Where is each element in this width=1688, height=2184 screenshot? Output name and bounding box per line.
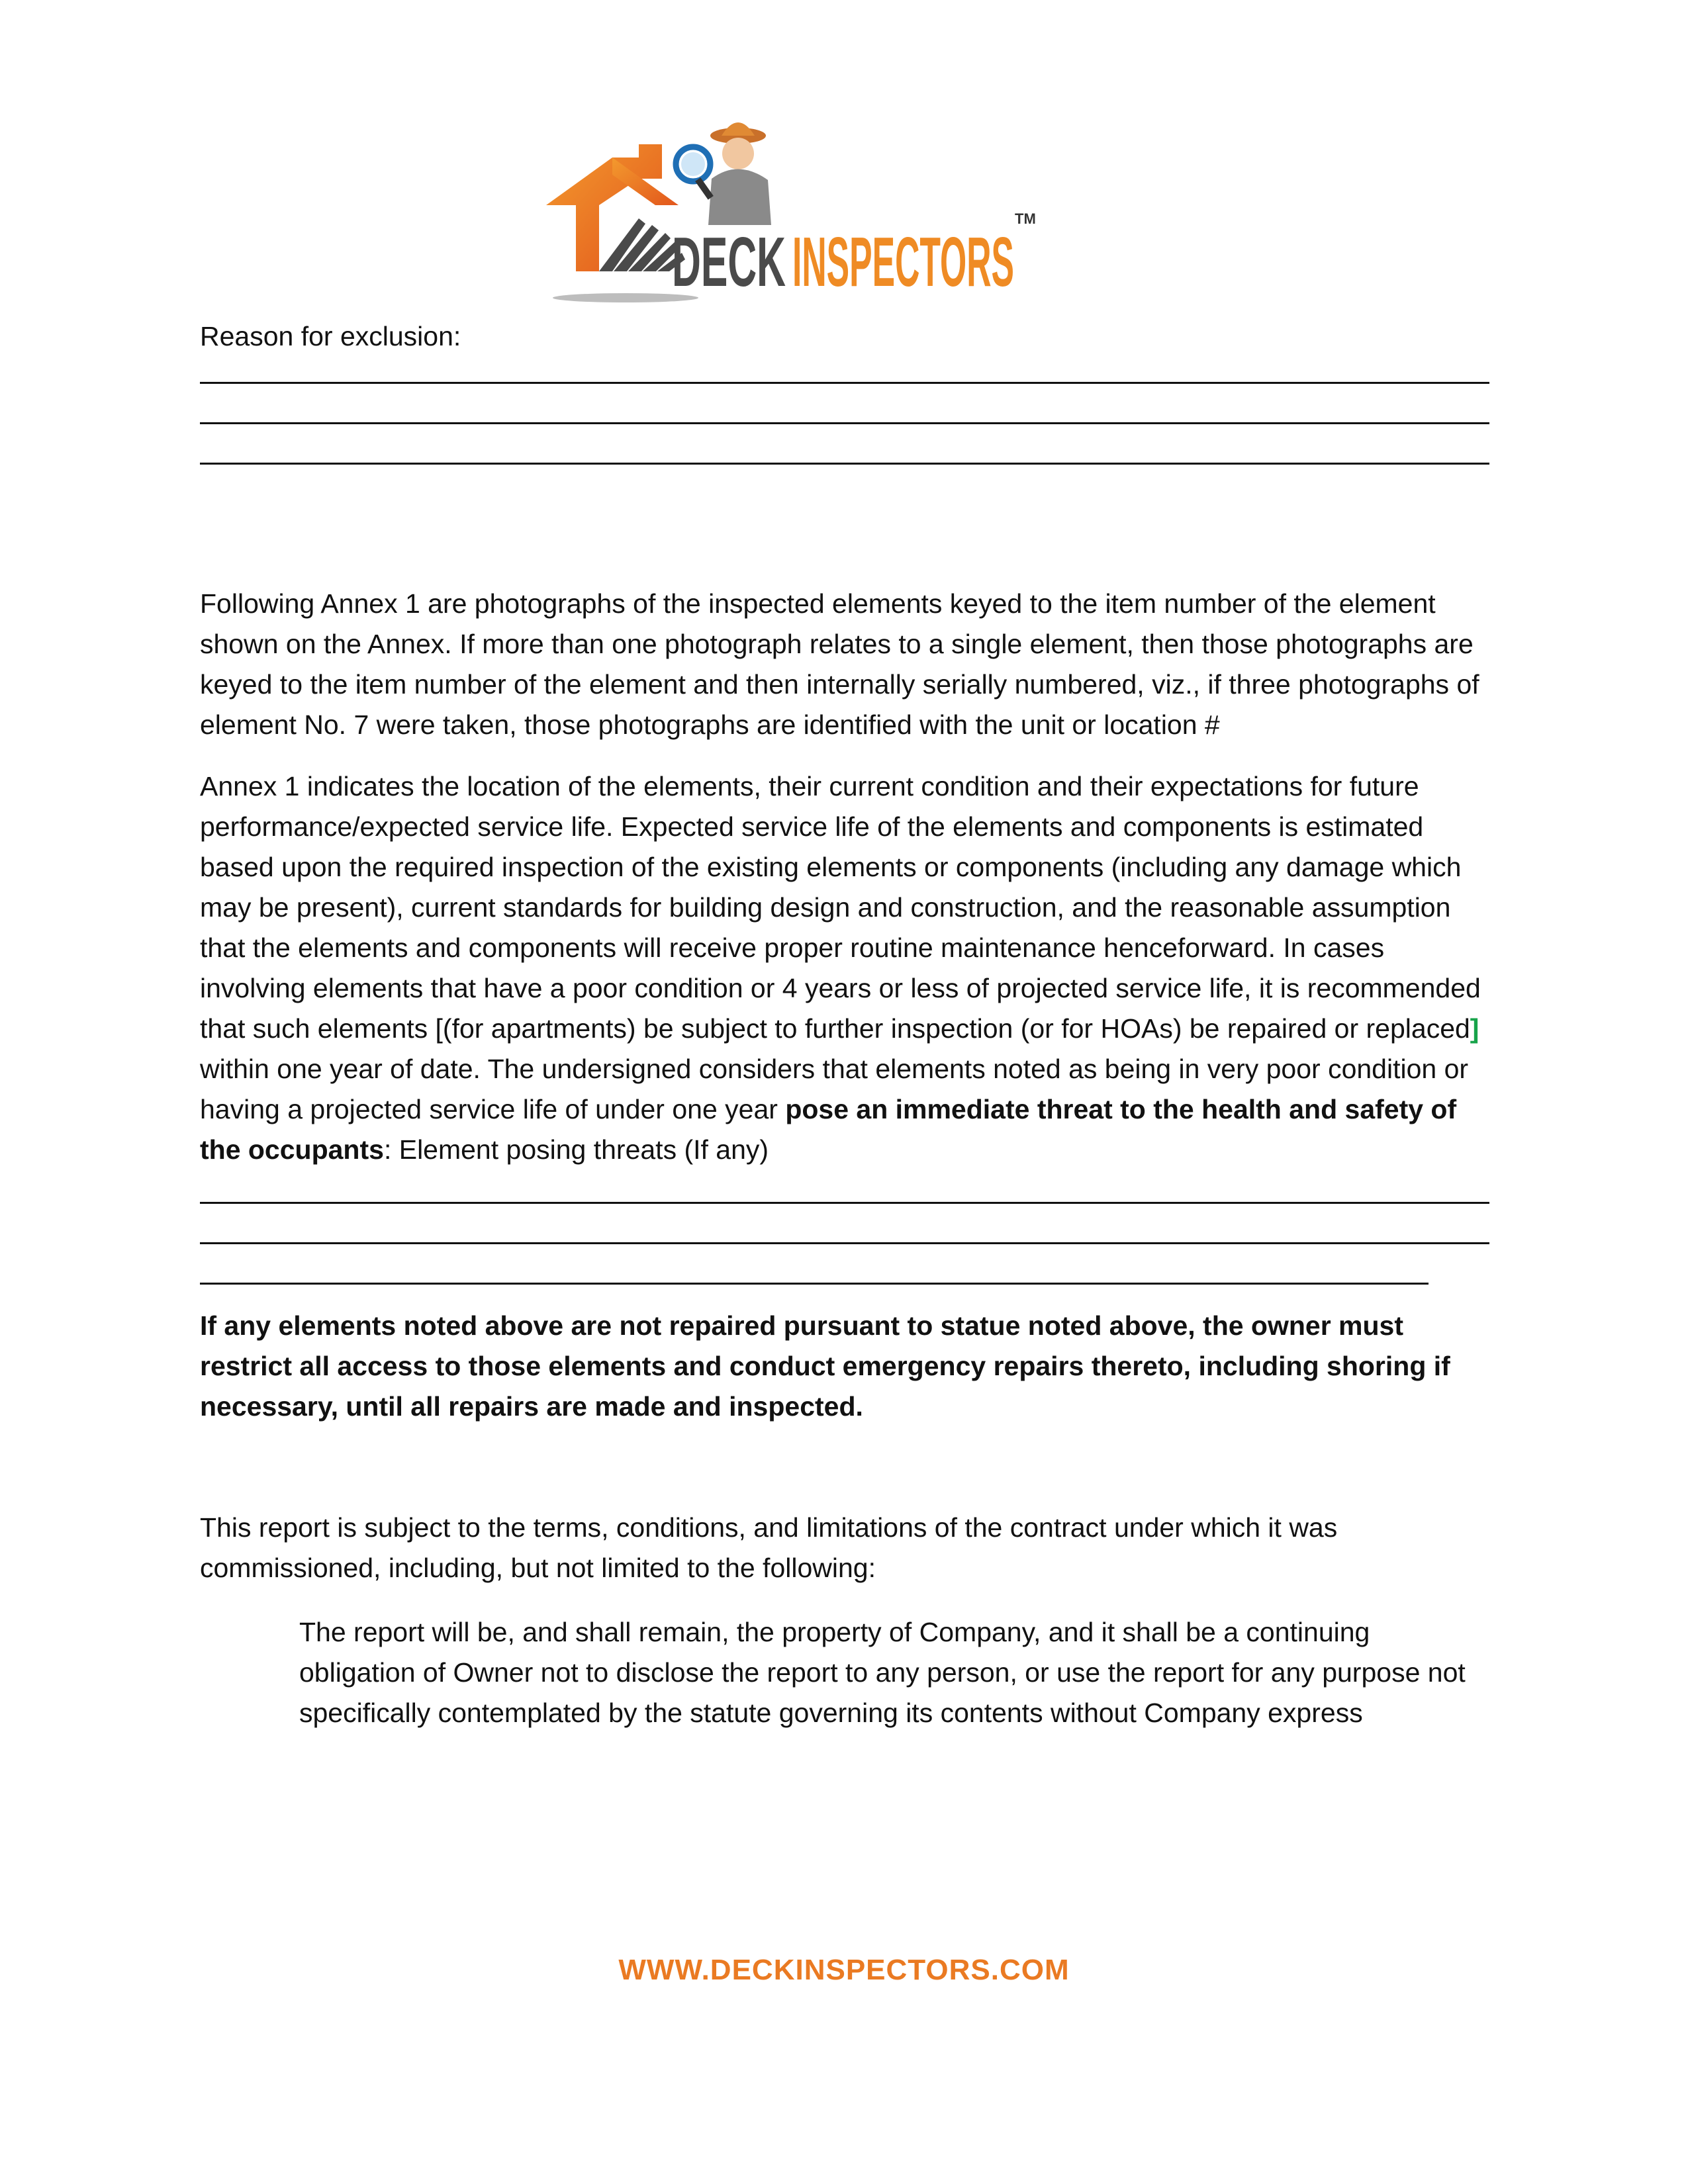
house-arrow-icon <box>546 144 662 271</box>
annex1-text-1: Annex 1 indicates the location of the elements, their current condition and their expectations for future performance/expected service life. Expected service life of the elements and components is estimated based upon the required inspection of the existing elements or components (including any damage which may be present), current standards for building design and construction, and the reasonable assumption that the elements and components will receive proper routine maintenance henceforward. In cases involving elements that have a poor condition or 4 years or less of projected service life, it is recommended that such elements [(for apartments) be subject to further inspection (or for HOAs) be repaired or replaced <box>200 771 1481 1044</box>
annex1-text-3: : Element posing threats (If any) <box>383 1134 769 1165</box>
footer-url[interactable] <box>0 1954 1688 1987</box>
deck-inspectors-logo <box>539 106 1043 311</box>
document-body <box>200 316 1491 1733</box>
threat-line-3 <box>200 1244 1429 1285</box>
annex-photos-paragraph: Following Annex 1 are photographs of the inspected elements keyed to the item number of the element shown on the Annex. If more than one photograph relates to a single element, then those photographs are keyed to the item number of the element and then internally serially numbered, viz., if three photographs of element No. 7 were taken, those photographs are identified with the unit or location # <box>200 588 1479 740</box>
detective-icon <box>676 122 771 225</box>
terms-item: The report will be, and shall remain, the property of Company, and it shall be a continuing obligation of Owner not to disclose the report to any person, or use the report for any purpose not specifically contemplated by the statute governing its contents without Company express <box>299 1617 1466 1728</box>
reason-line-2 <box>200 384 1489 424</box>
green-bracket: ] <box>1470 1013 1479 1044</box>
annex1-paragraph <box>200 766 1491 1170</box>
brand-inspectors: INSPECTORS <box>792 223 1014 301</box>
reason-line-1 <box>200 357 1489 384</box>
threat-line-2 <box>200 1204 1489 1244</box>
warning-paragraph: If any elements noted above are not repaired pursuant to statue noted above, the owner must restrict all access to those elements and conduct emergency repairs thereto, including shoring if necessary, until all repairs are made and inspected. <box>200 1310 1450 1422</box>
reason-line-3 <box>200 424 1489 465</box>
threat-line-1 <box>200 1170 1489 1204</box>
reason-label: Reason for exclusion: <box>200 321 461 351</box>
annex1-text-2: within one year of date. The undersigned considers that elements noted as being in very poor condition or having a projected service life of under one year <box>200 1054 1469 1124</box>
terms-intro: This report is subject to the terms, conditions, and limitations of the contract under which it was commissioned, including, but not limited to the following: <box>200 1512 1338 1583</box>
trademark-symbol: TM <box>1015 210 1036 227</box>
threat-bold-text: pose an immediate threat to the health and safety of the occupants <box>200 1094 1457 1165</box>
brand-deck: DECK <box>672 223 786 301</box>
footer-url-text[interactable]: WWW.DECKINSPECTORS.COM <box>618 1954 1070 1986</box>
